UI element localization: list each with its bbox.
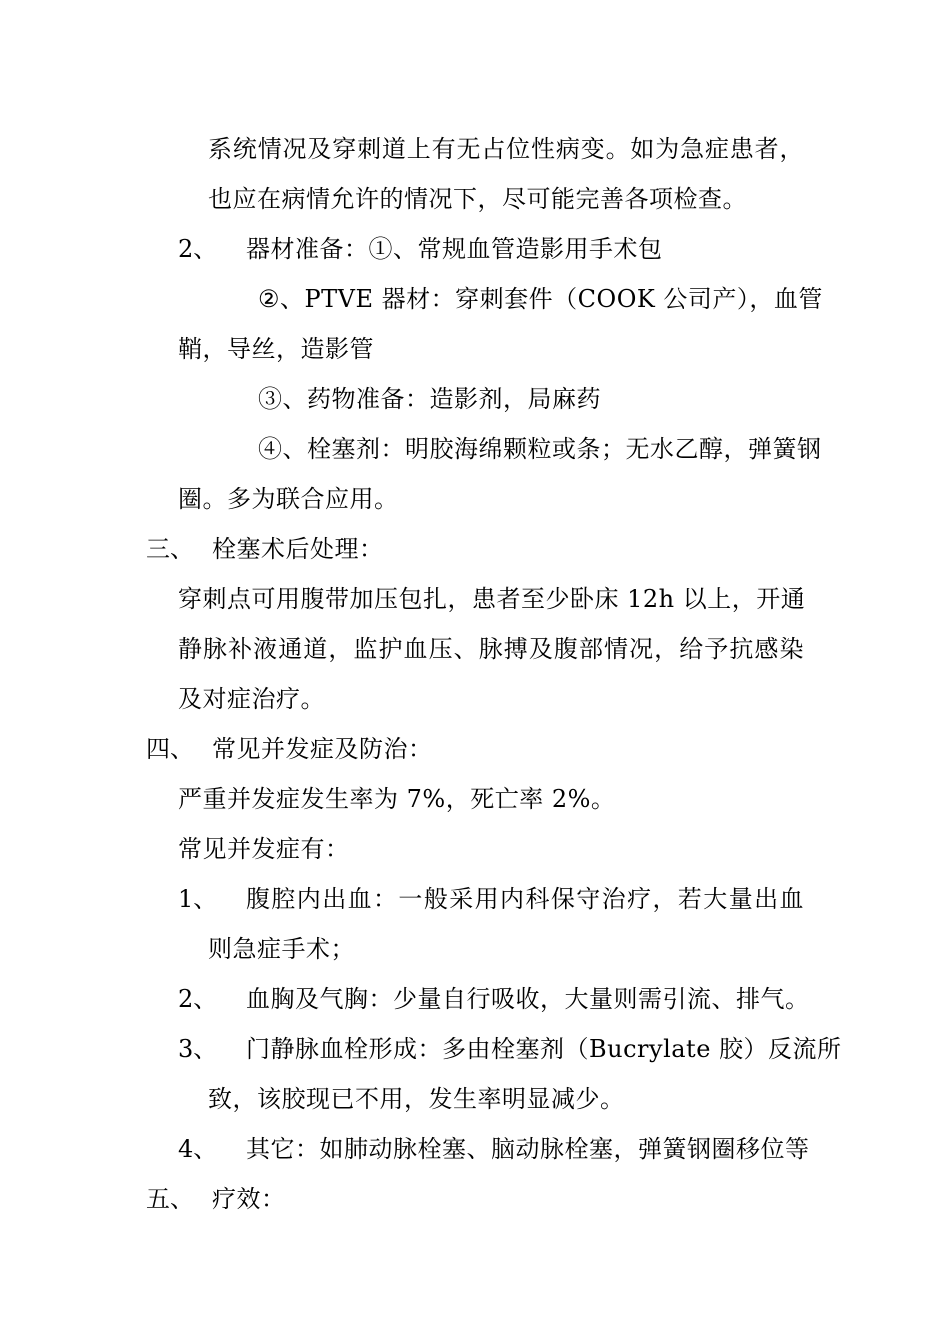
text-line: ④、栓塞剂：明胶海绵颗粒或条；无水乙醇，弹簧钢 [258, 435, 822, 463]
text-line: 系统情况及穿刺道上有无占位性病变。如为急症患者， [208, 135, 804, 163]
section-heading: 疗效： [212, 1185, 286, 1213]
text-line: 严重并发症发生率为 7%，死亡率 2%。 [178, 785, 616, 813]
text-line: 致，该胶现已不用，发生率明显减少。 [208, 1085, 625, 1113]
section-number: 五、 [146, 1185, 194, 1213]
list-number: 3、 [178, 1035, 218, 1063]
text-line: 常见并发症有： [178, 835, 350, 863]
text-line: ③、药物准备：造影剂，局麻药 [258, 385, 601, 413]
section-heading: 栓塞术后处理： [212, 535, 384, 563]
text-line: 静脉补液通道，监护血压、脉搏及腹部情况，给予抗感染 [178, 635, 804, 663]
text-line: 门静脉血栓形成：多由栓塞剂（Bucrylate 胶）反流所 [246, 1035, 842, 1063]
text-line: 其它：如肺动脉栓塞、脑动脉栓塞，弹簧钢圈移位等 [246, 1135, 810, 1163]
text-line: 腹腔内出血：一般采用内科保守治疗，若大量出血 [246, 885, 804, 913]
list-number: 2、 [178, 235, 218, 263]
text-line: ②、PTVE 器材：穿刺套件（COOK 公司产），血管 [258, 285, 823, 313]
text-line: 也应在病情允许的情况下，尽可能完善各项检查。 [208, 185, 747, 213]
section-number: 四、 [146, 735, 194, 763]
section-heading: 常见并发症及防治： [212, 735, 433, 763]
section-number: 三、 [146, 535, 194, 563]
text-line: 及对症治疗。 [178, 685, 325, 713]
text-line: 穿刺点可用腹带加压包扎，患者至少卧床 12h 以上，开通 [178, 585, 806, 613]
text-line: 圈。多为联合应用。 [178, 485, 399, 513]
list-number: 2、 [178, 985, 218, 1013]
text-line: 则急症手术； [208, 935, 355, 963]
text-line: 血胸及气胸：少量自行吸收，大量则需引流、排气。 [246, 985, 810, 1013]
list-number: 4、 [178, 1135, 218, 1163]
list-number: 1、 [178, 885, 218, 913]
text-line: 器材准备：①、常规血管造影用手术包 [246, 235, 663, 263]
text-line: 鞘，导丝，造影管 [178, 335, 374, 363]
